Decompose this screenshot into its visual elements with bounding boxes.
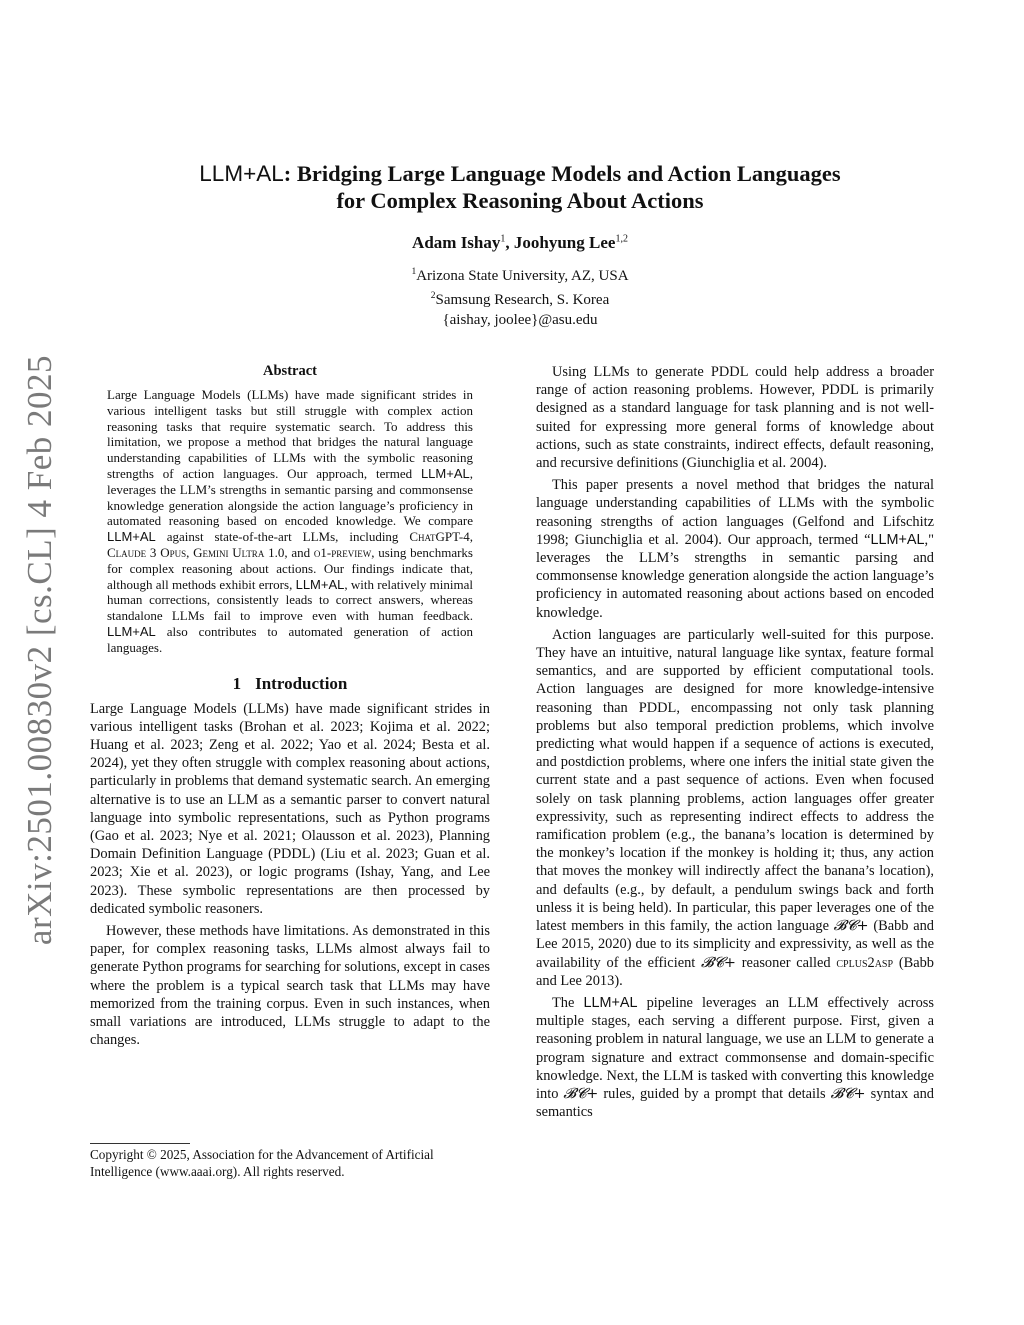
author-affiliation-mark: 1	[500, 233, 506, 245]
system-name: LLM+AL	[583, 994, 638, 1011]
affiliation-line	[110, 262, 930, 286]
system-name: LLM+AL	[107, 623, 156, 639]
author-email: {aishay, joolee}@asu.edu	[442, 312, 598, 328]
section-heading-introduction	[90, 674, 490, 694]
copyright-footnote	[90, 1143, 490, 1180]
author-name: Adam Ishay	[412, 233, 501, 252]
author-name: Joohyung Lee	[513, 233, 616, 252]
system-name: LLM+AL	[420, 465, 470, 481]
body-paragraph: The LLM+AL pipeline leverages an LLM effectively across multiple stages, each serving a different purpose. First, given a reasoning problem in natural language, we use an LLM to generate a program signature and extract commonsense and domain-specific knowledge. Next, the LLM is tasked with converting this knowledge into 𝓑𝓒+ rules, guided by a prompt that details 𝓑𝓒+ syntax and semantics	[536, 994, 934, 1121]
system-name: LLM+AL	[870, 531, 925, 548]
right-column	[536, 363, 934, 1125]
affiliation-line	[110, 286, 930, 310]
action-language-name: 𝓑𝓒+	[833, 918, 869, 935]
model-name: o1-preview	[313, 544, 372, 560]
section-number: 1	[232, 673, 242, 693]
title-line-1-text: : Bridging Large Language Models and Action Languages	[283, 161, 841, 186]
model-name: Gemini Ultra	[193, 544, 265, 560]
model-name: Claude 3 Opus	[107, 544, 187, 560]
intro-paragraph: However, these methods have limitations. As demonstrated in this paper, for complex reasoning tasks, LLMs almost always fail to generate Python programs for searching for solutions, except in cases where the problem is a typical search task that LLMs may have memorized from the training corpus. Even in such instances, when small variations are introduced, LLMs struggle to adapt to the changes.	[90, 922, 490, 1049]
body-paragraph: This paper presents a novel method that bridges the natural language understanding capabilities of LLMs with the symbolic reasoning strengths of action languages (Gelfond and Lifschitz 1998; Giunchiglia et al. 2004). Our approach, termed “LLM+AL," leverages the LLM’s strengths in semantic parsing and commonsense knowledge generation alongside the action language’s proficiency in automated reasoning about actions based on encoded knowledge.	[536, 477, 934, 621]
author-list	[110, 233, 930, 253]
action-language-name: 𝓑𝓒+	[563, 1085, 599, 1102]
affiliations	[110, 262, 930, 330]
affiliation-mark: 2	[430, 291, 436, 301]
arxiv-identifier: arXiv:2501.00830v2 [cs.CL] 4 Feb 2025	[20, 354, 59, 946]
copyright-text: Copyright © 2025, Association for the Advancement of Artificial Intelligence (www.aaai.org). All rights reserved.	[90, 1147, 434, 1179]
model-name: ChatGPT-4	[409, 529, 470, 545]
system-name: LLM+AL	[199, 161, 284, 186]
left-column	[90, 363, 490, 1053]
affiliation-mark: 1	[411, 267, 417, 277]
section-title: Introduction	[255, 673, 348, 693]
paper-title	[110, 160, 930, 214]
footnote-rule	[90, 1143, 190, 1144]
intro-paragraph: Large Language Models (LLMs) have made significant strides in various intelligent tasks (Brohan et al. 2023; Kojima et al. 2022; Huang et al. 2023; Zeng et al. 2022; Yao et al. 2024; Besta et al. 2024), yet they often struggle with complex reasoning about actions, particularly in problems that demand systematic search. An emerging alternative is to use an LLM as a semantic parser to convert natural language into symbolic representations, such as Python programs (Gao et al. 2023; Nye et al. 2021; Olausson et al. 2023), Planning Domain Definition Language (PDDL) (Liu et al. 2023; Guan et al. 2023; Xie et al. 2023), or logic programs (Ishay, Yang, and Lee 2023). These symbolic representations are then processed by dedicated symbolic reasoners.	[90, 700, 490, 917]
body-paragraph: Action languages are particularly well-suited for this purpose. They have an intuitive, natural language like syntax, feature formal semantics, and are supported by efficient computational tools. Action languages are designed for more knowledge-intensive reasoning than PDDL, encompassing not only task planning problems but also temporal prediction problems, which involve predicting what would happen if a sequence of actions is executed, and postdiction problems, where one infers the initial state given the current state and a past sequence of actions. Even when focused solely on task planning problems, action languages offer greater expressivity, such as representing indirect effects to address the ramification problem (e.g., the banana’s location is determined by the monkey’s location if the monkey is holding it; thus, any action that moves the monkey will indirectly affect the banana’s location), and defaults (e.g., by default, a pendulum swings back and forth unless it is being held). In particular, this paper leverages one of the latest members in this family, the action language 𝓑𝓒+ (Babb and Lee 2015, 2020) due to its simplicity and expressivity, as well as the availability of the efficient 𝓑𝓒+ reasoner called cplus2asp (Babb and Lee 2013).	[536, 626, 934, 989]
action-language-name: 𝓑𝓒+	[701, 954, 736, 971]
author-separator: ,	[505, 233, 514, 252]
title-line-2: for Complex Reasoning About Actions	[336, 188, 704, 213]
title-line-1	[110, 160, 930, 187]
system-name: LLM+AL	[295, 576, 345, 592]
affiliation-text: Arizona State University, AZ, USA	[416, 268, 629, 284]
system-name: LLM+AL	[107, 529, 156, 545]
tool-name: cplus2asp	[836, 954, 894, 971]
author-affiliation-mark: 1,2	[615, 233, 628, 245]
body-paragraph: Using LLMs to generate PDDL could help address a broader range of action reasoning problems. However, PDDL is primarily designed as a standard language for task planning and is not well-suited for expressing more general forms of knowledge about actions, such as state constraints, indirect effects, default reasoning, and recursive definitions (Giunchiglia et al. 2004).	[536, 364, 934, 472]
abstract-heading: Abstract	[263, 363, 317, 379]
action-language-name: 𝓑𝓒+	[830, 1085, 866, 1102]
affiliation-text: Samsung Research, S. Korea	[435, 292, 610, 308]
abstract-body: Large Language Models (LLMs) have made significant strides in various intelligent tasks but still struggle with complex action reasoning tasks that require systematic search. To address this limitation, we propose a method that bridges the natural language understanding capabilities of LLMs with the symbolic reasoning strengths of action languages. Our approach, termed LLM+AL, leverages the LLM’s strengths in semantic parsing and commonsense knowledge generation alongside the action language’s proficiency in automated reasoning based on encoded knowledge. We compare LLM+AL against state-of-the-art LLMs, including ChatGPT-4, Claude 3 Opus, Gemini Ultra 1.0, and o1-preview, using benchmarks for complex reasoning about actions. Our findings indicate that, although all methods exhibit errors, LLM+AL, with relatively minimal human corrections, consistently leads to correct answers, whereas standalone LLMs fail to improve even with human feedback. LLM+AL also contributes to automated generation of action languages.	[107, 387, 473, 655]
